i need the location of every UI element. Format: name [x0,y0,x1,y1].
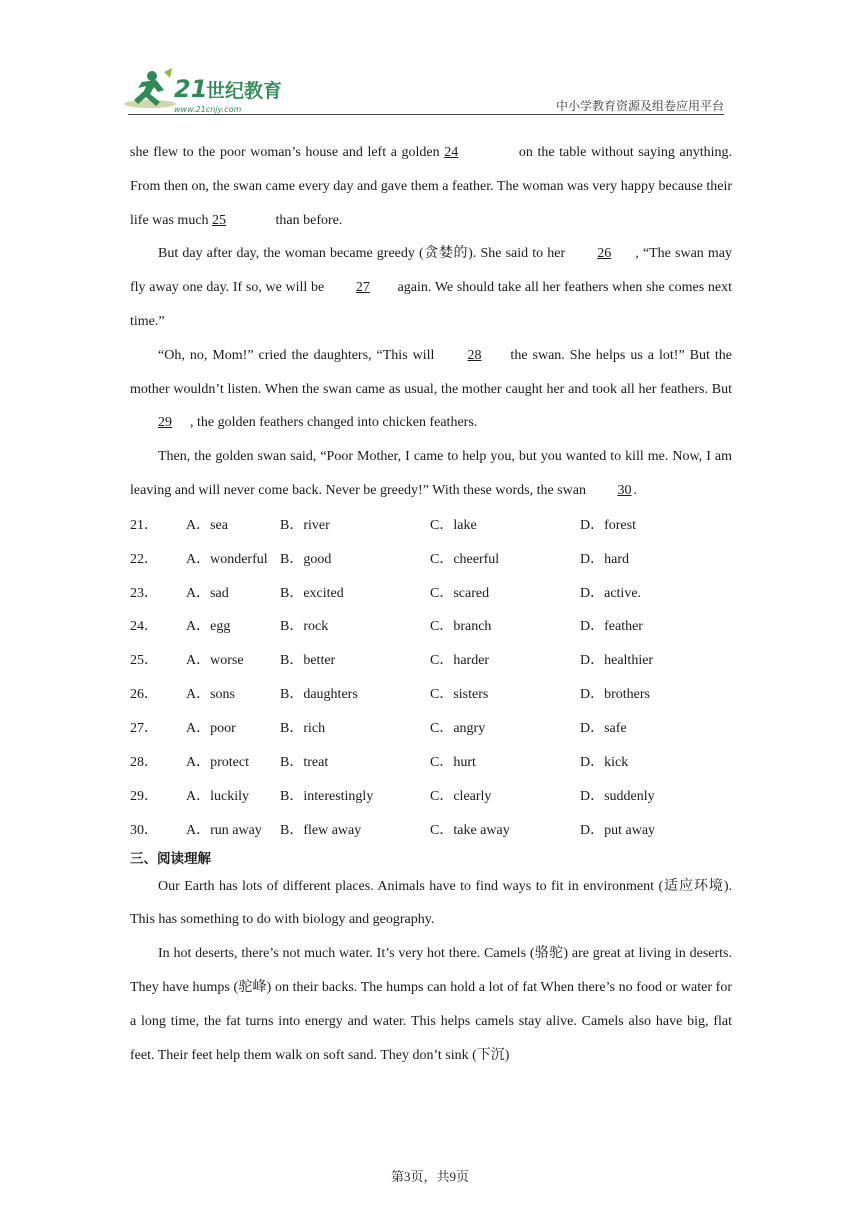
question-row [130,746,732,780]
option-b: B．river [280,517,330,533]
text: than before. [272,212,343,228]
text: she flew to the poor woman’s house and left a golden [130,145,445,160]
text: the swan. She helps us a lot!” But the mother wouldn’t listen. When the swan came as usual, the mother caught her and took all her feathers. But [130,347,733,397]
option-a: A．egg [186,619,231,635]
option-d: D．brothers [580,687,650,703]
option-b: B．treat [280,755,329,770]
svg-text:www.21cnjy.com: www.21cnjy.com [174,105,242,114]
question-row [130,577,732,611]
question-row [130,509,732,543]
question-row [130,712,732,746]
text: on the table without saying anything. From then on, the swan came every day and gave them a feather. The woman was very happy because their life was much [130,145,733,228]
option-a: A．sons [186,687,236,703]
reading-paragraph-1: Our Earth has lots of different places. Animals have to find ways to fit in environment (适应环境). This has something to do with biology and geography. [130,878,732,928]
blank-28: 28 [467,347,482,363]
question-options [130,509,732,848]
question-row [130,543,732,577]
header-divider [128,114,724,115]
option-c: C．lake [430,517,477,533]
option-c: C．angry [430,721,486,737]
option-d: D．safe [580,721,627,737]
passage-paragraph-3 [130,339,732,440]
question-row [130,610,732,644]
question-row [130,644,732,678]
blank-25: 25 [212,212,227,228]
page-header [0,0,860,120]
option-b: B．interestingly [280,788,374,804]
option-d: D．healthier [580,653,654,669]
svg-text:世纪教育: 世纪教育 [206,80,283,102]
section-title-reading: 三、阅读理解 [130,850,211,867]
question-row [130,678,732,712]
option-d: D．forest [580,517,636,533]
option-d: D．put away [580,822,656,838]
blank-29: 29 [158,415,172,431]
option-a: A．luckily [186,788,249,804]
option-b: B．good [280,551,332,567]
blank-30: 30 [617,482,632,498]
option-a: A．poor [186,721,236,737]
text: Then, the golden swan said, “Poor Mother, I came to help you, but you wanted to kill me. Now, I am leaving and will never come back. Never be greedy!” With these words, the swan [130,449,732,498]
option-b: B．better [280,653,336,669]
option-b: B．daughters [280,687,358,703]
platform-name: 中小学教育资源及组卷应用平台 [555,99,724,113]
question-row [130,814,732,848]
logo-21cnjy [120,64,300,116]
option-c: C．take away [430,822,510,838]
blank-26: 26 [597,246,612,262]
option-d: D．feather [580,619,643,635]
option-d: D．hard [580,551,629,567]
question-number: 25． [130,653,158,669]
question-number: 22． [130,551,158,567]
text: “Oh, no, Mom!” cried the daughters, “This will [158,347,440,363]
option-a: A．wonderful [186,551,268,567]
option-a: A．sad [186,585,229,601]
option-b: B．rich [280,721,326,737]
option-d: D．suddenly [580,788,655,804]
option-c: C．cheerful [430,551,500,567]
text: But day after day, the woman became greedy (贪婪的). She said to her [158,246,570,262]
option-a: A．protect [186,755,249,770]
text: , “The swan may fly away one day. If so, we will be [130,246,733,296]
option-c: C．clearly [430,788,492,804]
option-a: A．run away [186,822,262,838]
question-number: 26． [130,687,158,703]
question-number: 21． [130,517,158,533]
question-number: 27． [130,721,158,737]
question-row [130,780,732,814]
text: again. We should take all her feathers when she comes next time.” [130,280,732,329]
option-b: B．flew away [280,822,362,838]
option-d: D．active. [580,585,642,601]
page-content [130,136,732,1072]
svg-text:21: 21 [174,75,208,103]
option-c: C．scared [430,585,490,601]
question-number: 28． [130,755,158,770]
question-number: 29． [130,788,158,804]
option-c: C．harder [430,653,490,669]
option-b: B．rock [280,619,329,635]
option-a: A．worse [186,653,244,669]
passage-paragraph-4 [130,440,732,508]
page-footer: 第3页，共9页 [390,1169,469,1184]
option-c: C．hurt [430,755,476,770]
reading-paragraph-2: In hot deserts, there’s not much water. It’s very hot there. Camels (骆驼) are great at living in deserts. They have humps (驼峰) on their backs. The humps can hold a lot of fat When there’s no food or water for a long time, the fat turns into energy and water. This helps camels stay alive. Camels also have big, flat feet. Their feet help them walk on soft sand. They don’t sink (下沉) [130,946,732,1063]
option-a: A．sea [186,517,228,533]
blank-27: 27 [355,280,370,296]
option-d: D．kick [580,755,629,770]
question-number: 30． [130,822,158,838]
question-number: 23． [130,585,158,601]
text: . [633,482,637,498]
option-c: C．branch [430,619,492,635]
passage-paragraph-1 [130,136,732,237]
passage-paragraph-2 [130,237,732,338]
option-c: C．sisters [430,687,489,703]
blank-24: 24 [444,145,459,160]
question-number: 24． [130,619,158,635]
text: , the golden feathers changed into chicken feathers. [190,415,478,431]
option-b: B．excited [280,585,344,601]
